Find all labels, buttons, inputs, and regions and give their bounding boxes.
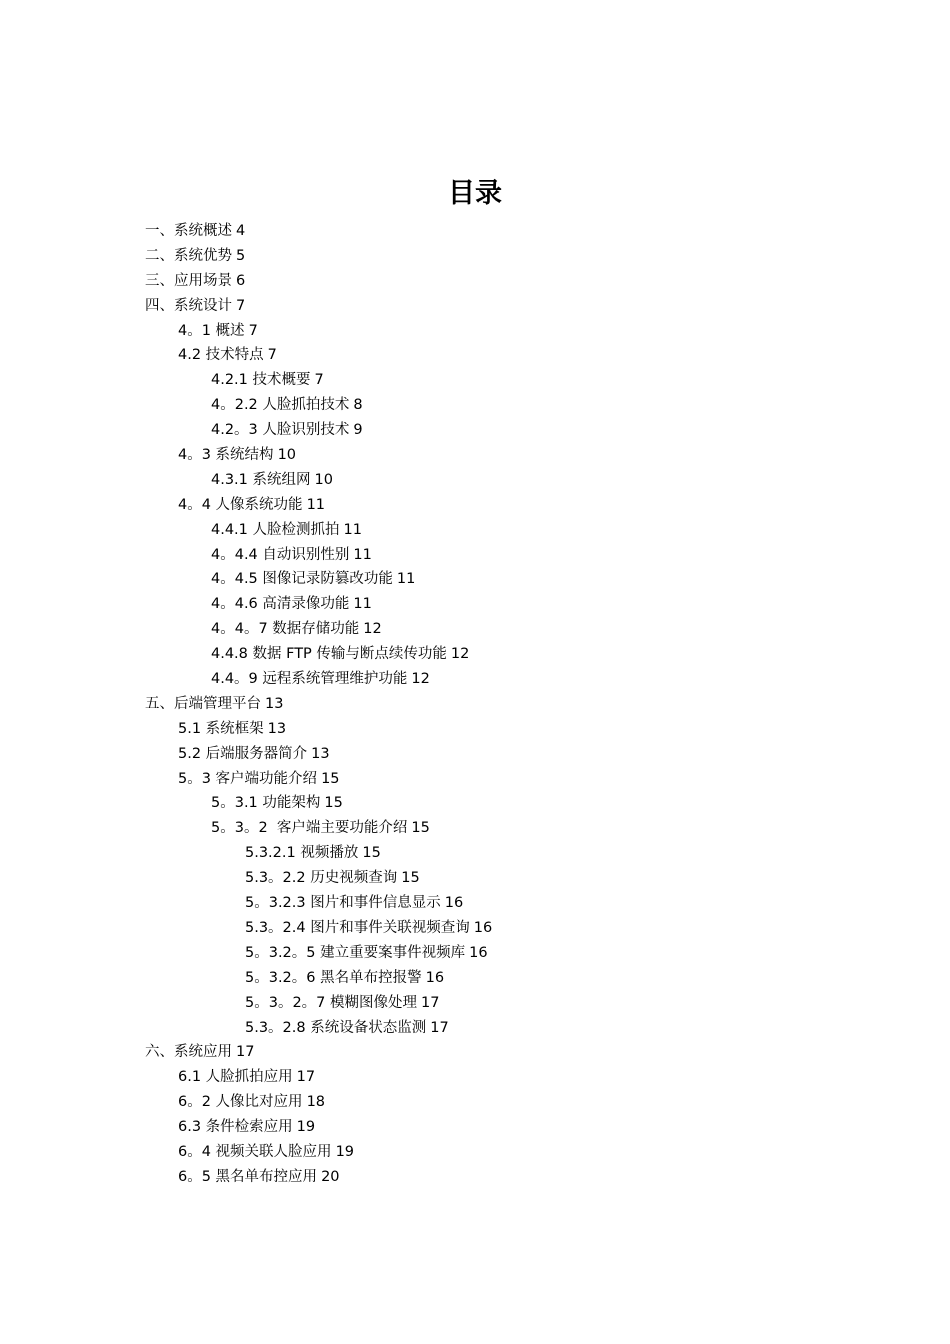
toc-entry-page-number: 17 — [430, 1019, 449, 1036]
toc-entry-text: 六、系统应用 — [145, 1044, 232, 1061]
toc-entry-page-number: 12 — [363, 621, 382, 638]
toc-entry-page-number: 11 — [396, 571, 416, 588]
toc-entry-page-number: 11 — [306, 496, 326, 513]
toc-entry[interactable] — [145, 767, 492, 792]
toc-entry[interactable] — [145, 269, 492, 294]
toc-entry-page-number: 16 — [469, 944, 488, 961]
toc-entry-page-number: 5 — [236, 247, 246, 264]
toc-entry-text: 5。3 客户端功能介绍 — [178, 770, 318, 787]
toc-entry-page-number: 15 — [321, 770, 340, 787]
toc-entry-page-number: 15 — [401, 870, 420, 887]
toc-entry-page-number: 6 — [236, 272, 246, 289]
toc-entry-text: 6。5 黑名单布控应用 — [178, 1168, 318, 1185]
toc-entry[interactable] — [145, 543, 492, 568]
toc-entry-text: 4。2.2 人脸抓拍技术 — [211, 397, 350, 414]
toc-entry-text: 4。4.4 自动识别性别 — [211, 546, 350, 563]
toc-entry-page-number: 19 — [296, 1119, 316, 1136]
toc-entry[interactable] — [145, 891, 492, 916]
toc-entry-text: 四、系统设计 — [145, 297, 232, 314]
toc-entry-page-number: 20 — [321, 1168, 340, 1185]
toc-entry-page-number: 12 — [411, 671, 430, 688]
toc-entry-page-number: 19 — [335, 1143, 355, 1160]
toc-entry-text: 4。3 系统结构 — [178, 447, 274, 464]
toc-entry[interactable] — [145, 1115, 492, 1140]
toc-entry[interactable] — [145, 617, 492, 642]
toc-entry-text: 4.4。9 远程系统管理维护功能 — [211, 671, 408, 688]
toc-entry[interactable] — [145, 791, 492, 816]
toc-entry-text: 五、后端管理平台 — [145, 695, 261, 712]
toc-entry[interactable] — [145, 642, 492, 667]
toc-entry-page-number: 17 — [421, 994, 440, 1011]
toc-entry-text: 一、系统概述 — [145, 223, 232, 239]
toc-entry-text: 6.1 人脸抓拍应用 — [178, 1069, 293, 1086]
toc-entry-page-number: 15 — [362, 845, 381, 862]
toc-entry-page-number: 11 — [353, 596, 372, 613]
toc-entry-page-number: 15 — [324, 795, 343, 812]
toc-entry[interactable] — [145, 443, 492, 468]
toc-entry-text: 6。4 视频关联人脸应用 — [178, 1143, 332, 1160]
toc-entry[interactable] — [145, 1165, 492, 1190]
toc-entry-page-number: 13 — [311, 745, 330, 762]
toc-entry-text: 4。1 概述 — [178, 322, 245, 339]
toc-entry-page-number: 7 — [248, 322, 258, 339]
toc-entry[interactable] — [145, 493, 492, 518]
toc-title: 目录 — [448, 178, 502, 209]
toc-entry[interactable] — [145, 717, 492, 742]
toc-entry[interactable] — [145, 1016, 492, 1041]
toc-entry[interactable] — [145, 368, 492, 393]
toc-entry-page-number: 8 — [353, 397, 363, 414]
toc-entry[interactable] — [145, 592, 492, 617]
toc-entry[interactable] — [145, 418, 492, 443]
toc-entry[interactable] — [145, 866, 492, 891]
toc-entry-page-number: 17 — [296, 1069, 316, 1086]
table-of-contents — [145, 219, 492, 1190]
toc-entry-page-number: 7 — [236, 297, 246, 314]
toc-entry-text: 4.2.1 技术概要 — [211, 372, 311, 389]
toc-entry[interactable] — [145, 294, 492, 319]
toc-entry[interactable] — [145, 1140, 492, 1165]
toc-entry-text: 6。2 人像比对应用 — [178, 1094, 303, 1111]
toc-entry[interactable] — [145, 343, 492, 368]
toc-entry-page-number: 16 — [425, 969, 445, 986]
toc-entry[interactable] — [145, 219, 492, 244]
toc-entry-page-number: 4 — [236, 223, 246, 239]
toc-entry[interactable] — [145, 468, 492, 493]
toc-entry-text: 5.3。2.2 历史视频查询 — [245, 870, 398, 887]
toc-entry-text: 5.3.2.1 视频播放 — [245, 845, 359, 862]
toc-entry[interactable] — [145, 1090, 492, 1115]
toc-entry-text: 5.3。2.8 系统设备状态监测 — [245, 1019, 427, 1036]
toc-entry-text: 5。3。2 客户端主要功能介绍 — [211, 820, 408, 837]
toc-entry[interactable] — [145, 816, 492, 841]
toc-entry[interactable] — [145, 667, 492, 692]
toc-entry-text: 5.2 后端服务器简介 — [178, 745, 308, 762]
toc-entry-text: 5。3。2。7 模糊图像处理 — [245, 994, 418, 1011]
toc-entry-page-number: 16 — [444, 895, 464, 912]
toc-entry-text: 4。4.6 高清录像功能 — [211, 596, 350, 613]
toc-entry-text: 5.1 系统框架 — [178, 720, 264, 737]
toc-entry-page-number: 11 — [343, 521, 362, 538]
toc-entry-page-number: 18 — [306, 1094, 326, 1111]
toc-entry[interactable] — [145, 991, 492, 1016]
toc-entry-page-number: 16 — [473, 919, 493, 936]
toc-entry-text: 5。3.1 功能架构 — [211, 795, 321, 812]
toc-entry-page-number: 13 — [267, 720, 287, 737]
toc-entry-text: 4。4。7 数据存储功能 — [211, 621, 360, 638]
toc-entry-page-number: 9 — [353, 422, 363, 439]
toc-entry-page-number: 7 — [314, 372, 324, 389]
toc-entry-page-number: 12 — [450, 646, 470, 663]
toc-entry[interactable] — [145, 841, 492, 866]
toc-entry-text: 4.4.8 数据 FTP 传输与断点续传功能 — [211, 646, 447, 663]
toc-entry-text: 4.4.1 人脸检测抓拍 — [211, 521, 340, 538]
toc-entry-text: 5。3.2。5 建立重要案事件视频库 — [245, 944, 466, 961]
toc-entry-page-number: 10 — [277, 447, 297, 464]
toc-entry-page-number: 10 — [314, 471, 333, 488]
toc-entry-text: 4。4.5 图像记录防篡改功能 — [211, 571, 393, 588]
toc-entry-text: 4.3.1 系统组网 — [211, 471, 311, 488]
toc-entry-page-number: 13 — [265, 695, 284, 712]
toc-entry-text: 4。4 人像系统功能 — [178, 496, 303, 513]
toc-entry[interactable] — [145, 742, 492, 767]
toc-entry-text: 三、应用场景 — [145, 272, 232, 289]
toc-entry[interactable] — [145, 692, 492, 717]
toc-entry[interactable] — [145, 393, 492, 418]
toc-entry-text: 4.2。3 人脸识别技术 — [211, 422, 350, 439]
toc-entry[interactable] — [145, 966, 492, 991]
toc-entry-text: 5.3。2.4 图片和事件关联视频查询 — [245, 919, 470, 936]
toc-entry-text: 6.3 条件检索应用 — [178, 1119, 293, 1136]
toc-entry[interactable] — [145, 941, 492, 966]
toc-entry-page-number: 7 — [267, 347, 277, 364]
toc-entry-text: 4.2 技术特点 — [178, 347, 264, 364]
toc-entry-text: 二、系统优势 — [145, 247, 232, 264]
toc-entry-page-number: 15 — [411, 820, 430, 837]
toc-entry-page-number: 11 — [353, 546, 372, 563]
toc-entry[interactable] — [145, 1065, 492, 1090]
toc-entry[interactable] — [145, 1040, 492, 1065]
toc-entry[interactable] — [145, 567, 492, 592]
toc-entry[interactable] — [145, 244, 492, 269]
toc-entry-text: 5。3.2。6 黑名单布控报警 — [245, 969, 422, 986]
toc-entry-text: 5。3.2.3 图片和事件信息显示 — [245, 895, 441, 912]
toc-entry[interactable] — [145, 319, 492, 344]
toc-entry[interactable] — [145, 916, 492, 941]
toc-entry[interactable] — [145, 518, 492, 543]
toc-entry-page-number: 17 — [236, 1044, 255, 1061]
